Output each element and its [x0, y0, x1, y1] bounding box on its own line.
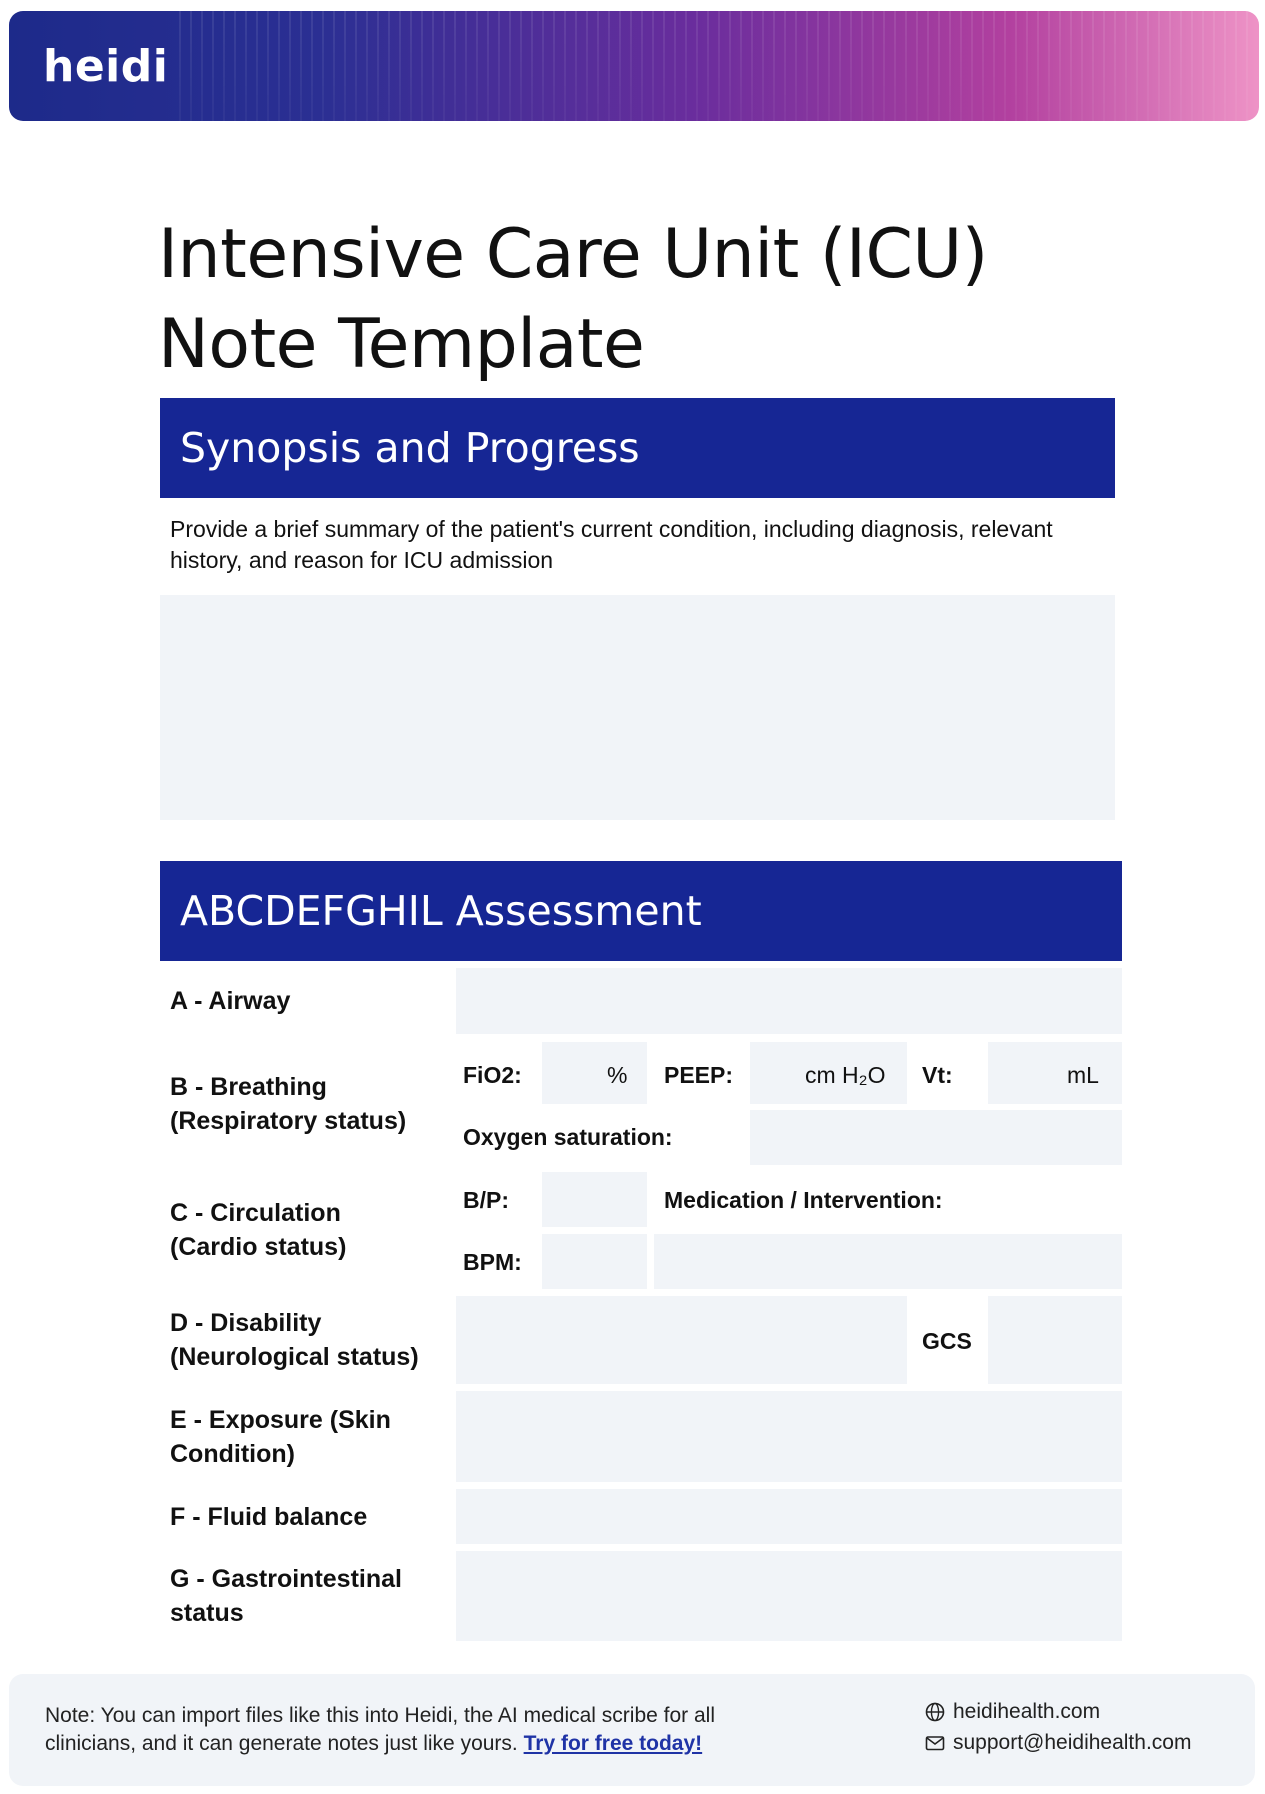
exposure-input[interactable] [456, 1391, 1122, 1482]
footer [9, 1674, 1255, 1786]
bpm-label: BPM: [463, 1249, 522, 1275]
fio2-input[interactable] [542, 1042, 647, 1104]
vt-label: Vt: [922, 1062, 953, 1088]
circulation-label: C - Circulation (Cardio status) [170, 1199, 347, 1261]
airway-input[interactable] [456, 968, 1122, 1034]
synopsis-description: Provide a brief summary of the patient's current condition, including diagnosis, relevant history, and reason for ICU admission [170, 516, 1053, 573]
medication-label: Medication / Intervention: [664, 1187, 943, 1213]
footer-note: Note: You can import files like this into Heidi, the AI medical scribe for all clinicians, and it can generate notes just like yours. Try for free today! [45, 1704, 715, 1755]
fluid-balance-input[interactable] [456, 1489, 1122, 1544]
mail-icon [925, 1733, 945, 1753]
bpm-input[interactable] [542, 1234, 647, 1289]
website-link[interactable]: heidihealth.com [953, 1700, 1101, 1723]
email-link[interactable]: support@heidihealth.com [953, 1731, 1192, 1754]
airway-label: A - Airway [170, 987, 291, 1015]
disability-input[interactable] [456, 1296, 907, 1384]
email-contact[interactable] [925, 1731, 1191, 1755]
oxygen-saturation-label: Oxygen saturation: [463, 1124, 673, 1150]
bp-label: B/P: [463, 1187, 509, 1213]
peep-unit: cm H₂O [805, 1062, 886, 1088]
heidi-logo: heidi [43, 41, 169, 92]
bp-input[interactable] [542, 1172, 647, 1227]
oxygen-saturation-input[interactable] [750, 1110, 1122, 1165]
globe-icon [925, 1702, 945, 1722]
vt-input[interactable] [988, 1042, 1122, 1104]
website-contact[interactable] [925, 1700, 1100, 1724]
medication-input[interactable] [654, 1234, 1122, 1289]
breathing-label: B - Breathing (Respiratory status) [170, 1073, 407, 1135]
gcs-input[interactable] [988, 1296, 1122, 1384]
assessment-heading: ABCDEFGHIL Assessment [180, 887, 702, 935]
synopsis-section-header [160, 398, 1115, 498]
fio2-unit: % [607, 1062, 628, 1088]
synopsis-heading: Synopsis and Progress [180, 424, 640, 472]
try-free-link[interactable]: Try for free today! [523, 1732, 703, 1755]
synopsis-input[interactable] [160, 595, 1115, 820]
assessment-section-header [160, 861, 1122, 961]
fio2-label: FiO2: [463, 1062, 522, 1088]
page-title: Intensive Care Unit (ICU) Note Template [158, 215, 988, 384]
gastrointestinal-label: G - Gastrointestinal status [170, 1565, 402, 1627]
disability-label: D - Disability (Neurological status) [170, 1309, 419, 1371]
exposure-label: E - Exposure (Skin Condition) [170, 1406, 391, 1468]
vt-unit: mL [1067, 1062, 1099, 1088]
banner-decoration [179, 11, 1249, 121]
peep-label: PEEP: [664, 1062, 734, 1088]
header-banner [9, 11, 1259, 121]
gcs-label: GCS [922, 1328, 972, 1354]
fluid-balance-label: F - Fluid balance [170, 1503, 368, 1531]
gastrointestinal-input[interactable] [456, 1551, 1122, 1641]
